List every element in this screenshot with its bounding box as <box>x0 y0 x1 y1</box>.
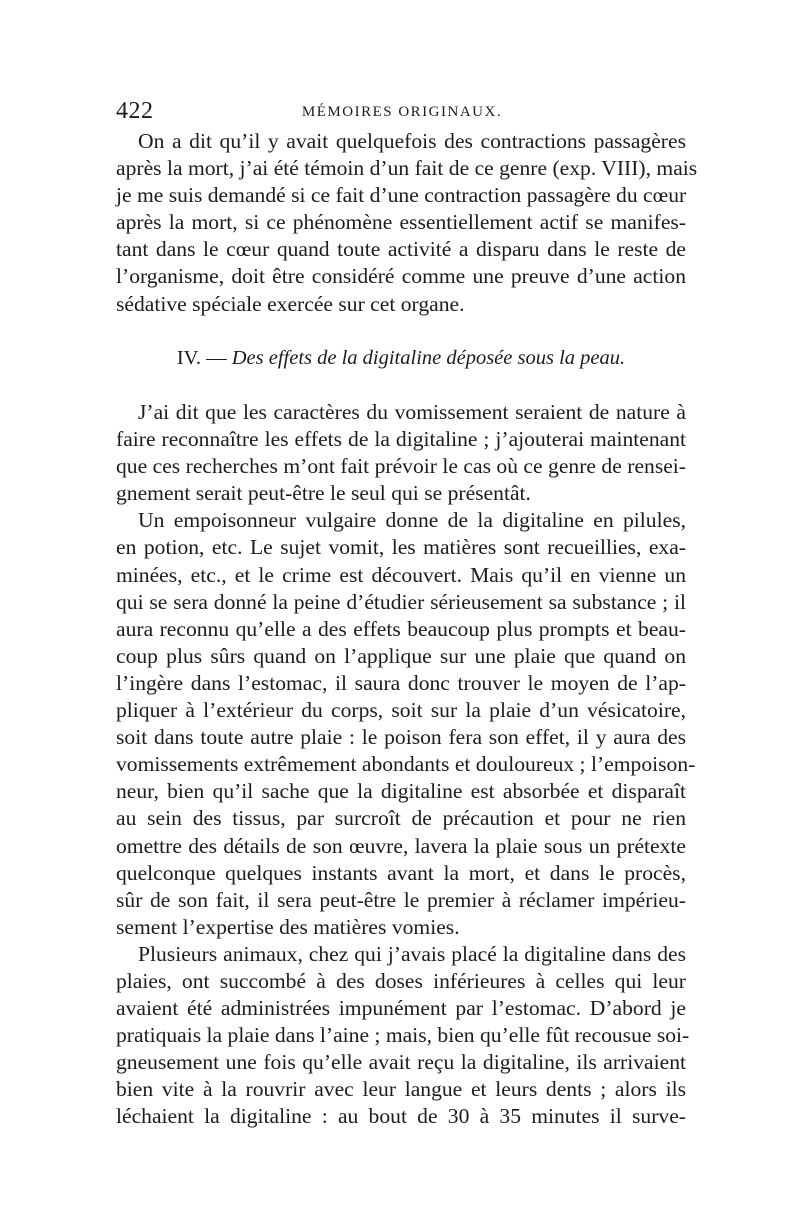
text-line: en potion, etc. Le sujet vomit, les matières sont recueillies, exa- <box>116 535 686 560</box>
text-line: gnement serait peut-être le seul qui se présentât. <box>116 481 531 506</box>
text-line: neur, bien qu’il sache que la digitaline est absorbée et disparaît <box>116 779 686 804</box>
text-line: plaies, ont succombé à des doses inférieures à celles qui leur <box>116 968 686 993</box>
text-line: omettre des détails de son œuvre, lavera la plaie sous un prétexte <box>116 833 686 858</box>
text-line: pliquer à l’extérieur du corps, soit sur la plaie d’un vésicatoire, <box>116 698 686 723</box>
text-line: Plusieurs animaux, chez qui j’avais placé la digitaline dans des <box>138 941 686 966</box>
text-line: sûr de son fait, il sera peut-être le premier à réclamer impérieu- <box>116 887 686 912</box>
text-line: je me suis demandé si ce fait d’une contraction passagère du cœur <box>116 183 687 208</box>
text-line: sement l’expertise des matières vomies. <box>116 914 460 939</box>
paragraph-vomissement <box>116 399 686 507</box>
text-line: J’ai dit que les caractères du vomissement seraient de nature à <box>138 400 686 424</box>
text-line: bien vite à la rouvrir avec leur langue et leurs dents ; alors ils <box>116 1077 686 1102</box>
text-line: l’organisme, doit être considéré comme une preuve d’une action <box>116 264 686 289</box>
text-line: quelconque quelques instants avant la mort, et dans le procès, <box>116 860 686 885</box>
text-line: Un empoisonneur vulgaire donne de la digitaline en pilules, <box>138 508 686 533</box>
text-line: tant dans le cœur quand toute activité a disparu dans le reste de <box>116 237 686 262</box>
text-line: faire reconnaître les effets de la digitaline ; j’ajouterai maintenant <box>116 427 686 452</box>
text-line: On a dit qu’il y avait quelquefois des contractions passagères <box>138 129 686 153</box>
text-line: au sein des tissus, par surcroît de précaution et pour ne rien <box>116 806 686 831</box>
text-line: pratiquais la plaie dans l’aine ; mais, bien qu’elle fût recousue soi- <box>116 1023 690 1048</box>
text-line: soit dans toute autre plaie : le poison fera son effet, il y aura des <box>116 725 686 750</box>
section-heading <box>116 344 686 372</box>
text-line: après la mort, si ce phénomène essentiellement actif se manifes- <box>116 210 686 235</box>
text-line: minées, etc., et le crime est découvert. Mais qu’il en vienne un <box>116 562 686 587</box>
page-number: 422 <box>116 98 154 124</box>
section-body <box>116 399 696 1131</box>
text-line: léchaient la digitaline : au bout de 30 à 35 minutes il surve- <box>116 1104 686 1129</box>
text-line: qui se sera donné la peine d’étudier sérieusement sa substance ; il <box>116 589 686 614</box>
text-line: aura reconnu qu’elle a des effets beaucoup plus prompts et beau- <box>116 616 686 641</box>
paragraph-animaux <box>116 941 690 1131</box>
text-line: sédative spéciale exercée sur cet organe. <box>116 291 465 316</box>
text-line: que ces recherches m’ont fait prévoir le cas où ce genre de rensei- <box>116 454 686 479</box>
running-title: MÉMOIRES ORIGINAUX. <box>301 104 503 120</box>
paragraph-contractions <box>116 128 698 318</box>
text-line: l’ingère dans l’estomac, il saura donc trouver le moyen de l’ap- <box>116 670 686 695</box>
text-line: avaient été administrées impunément par l’estomac. D’abord je <box>116 996 686 1021</box>
running-head <box>116 96 688 126</box>
section-numeral: IV. — <box>176 347 227 369</box>
paragraph-empoisonneur <box>116 507 696 941</box>
text-line: gneusement une fois qu’elle avait reçu la digitaline, ils arrivaient <box>116 1050 686 1075</box>
section-title: Des effets de la digitaline déposée sous la peau. <box>231 347 626 369</box>
text-line: après la mort, j’ai été témoin d’un fait de ce genre (exp. VIII), mais <box>116 156 698 181</box>
text-line: vomissements extrêmement abondants et douloureux ; l’empoison- <box>116 752 696 777</box>
text-line: coup plus sûrs quand on l’applique sur une plaie que quand on <box>116 643 686 668</box>
